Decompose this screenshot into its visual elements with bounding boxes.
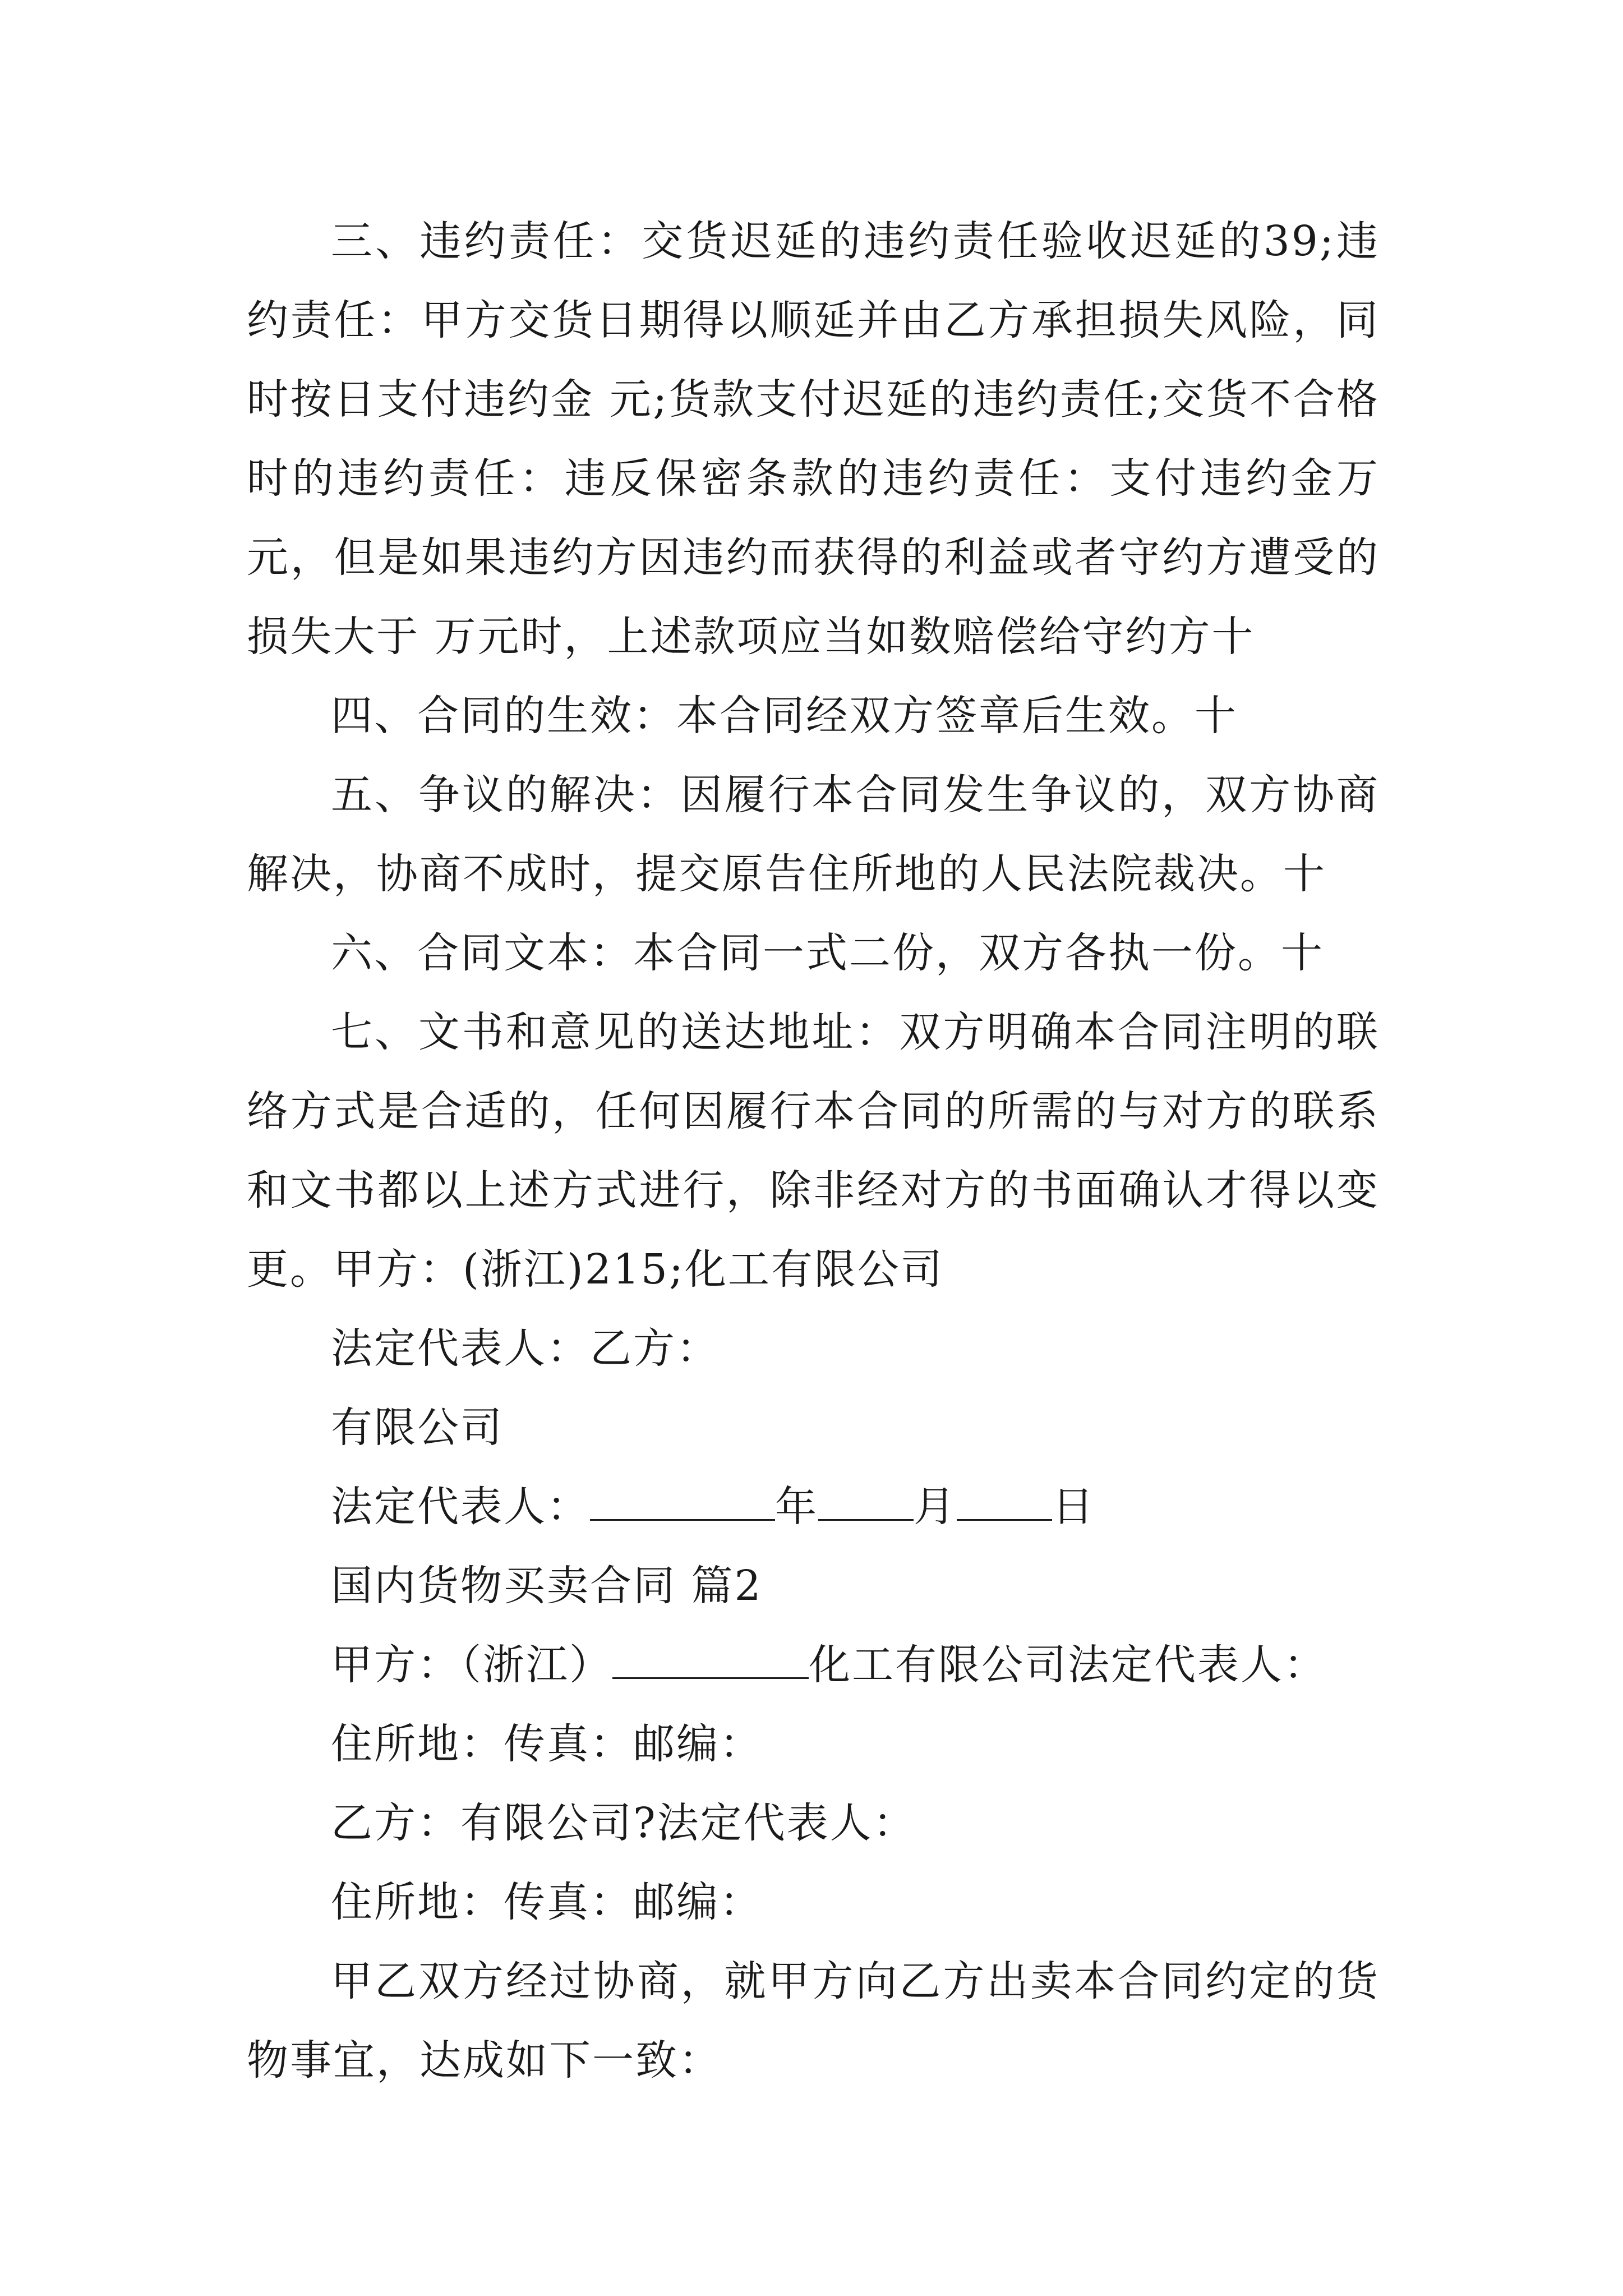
agreement-intro-paragraph: 甲乙双方经过协商，就甲方向乙方出卖本合同约定的货物事宜，达成如下一致：: [247, 1957, 1380, 2085]
signature-label: 法定代表人：: [331, 1483, 590, 1531]
party-a-label: 甲方：（浙江）: [331, 1641, 612, 1689]
party-a-blank: [612, 1641, 809, 1679]
party-a-company: 化工有限公司法定代表人：: [809, 1641, 1327, 1689]
signature-date-line: [247, 1467, 1380, 1547]
document-body: [247, 202, 1380, 2100]
paragraph-dispute-resolution: 五、争议的解决：因履行本合同发生争议的，双方协商解决，协商不成时，提交原告住所地的人民法院裁决。十: [247, 771, 1380, 898]
party-a-address-line: 住所地：传真：邮编：: [331, 1720, 763, 1768]
party-b-address-line: 住所地：传真：邮编：: [331, 1878, 763, 1926]
paragraph-effectiveness: 四、合同的生效：本合同经双方签章后生效。十: [331, 692, 1238, 740]
day-blank: [957, 1483, 1052, 1521]
legal-representative-line: 法定代表人：乙方：: [331, 1324, 720, 1373]
paragraph-contract-copies: 六、合同文本：本合同一式二份，双方各执一份。十: [331, 929, 1324, 977]
company-name-line: 有限公司: [331, 1404, 504, 1452]
section-heading: 国内货物买卖合同 篇2: [331, 1562, 763, 1610]
signature-blank: [590, 1483, 775, 1521]
month-label: 月: [914, 1483, 957, 1531]
month-blank: [818, 1483, 914, 1521]
day-label: 日: [1052, 1483, 1095, 1531]
party-b-line: 乙方：有限公司?法定代表人：: [331, 1799, 916, 1847]
paragraph-delivery-address: 七、文书和意见的送达地址：双方明确本合同注明的联络方式是合适的，任何因履行本合同的所需的与对方的联系和文书都以上述方式进行，除非经对方的书面确认才得以变更。甲方：(浙江)215;化工有限公司: [247, 1008, 1380, 1294]
year-label: 年: [775, 1483, 818, 1531]
party-a-line: [247, 1626, 1380, 1705]
paragraph-breach-liability: 三、违约责任：交货迟延的违约责任验收迟延的39;违约责任：甲方交货日期得以顺延并由乙方承担损失风险，同时按日支付违约金 元;货款支付迟延的违约责任;交货不合格时的违约责任：违反保密条款的违约责任：支付违约金万元，但是如果违约方因违约而获得的利益或者守约方遭受的损失大于 万元时，上述款项应当如数赔偿给守约方十: [247, 217, 1380, 661]
